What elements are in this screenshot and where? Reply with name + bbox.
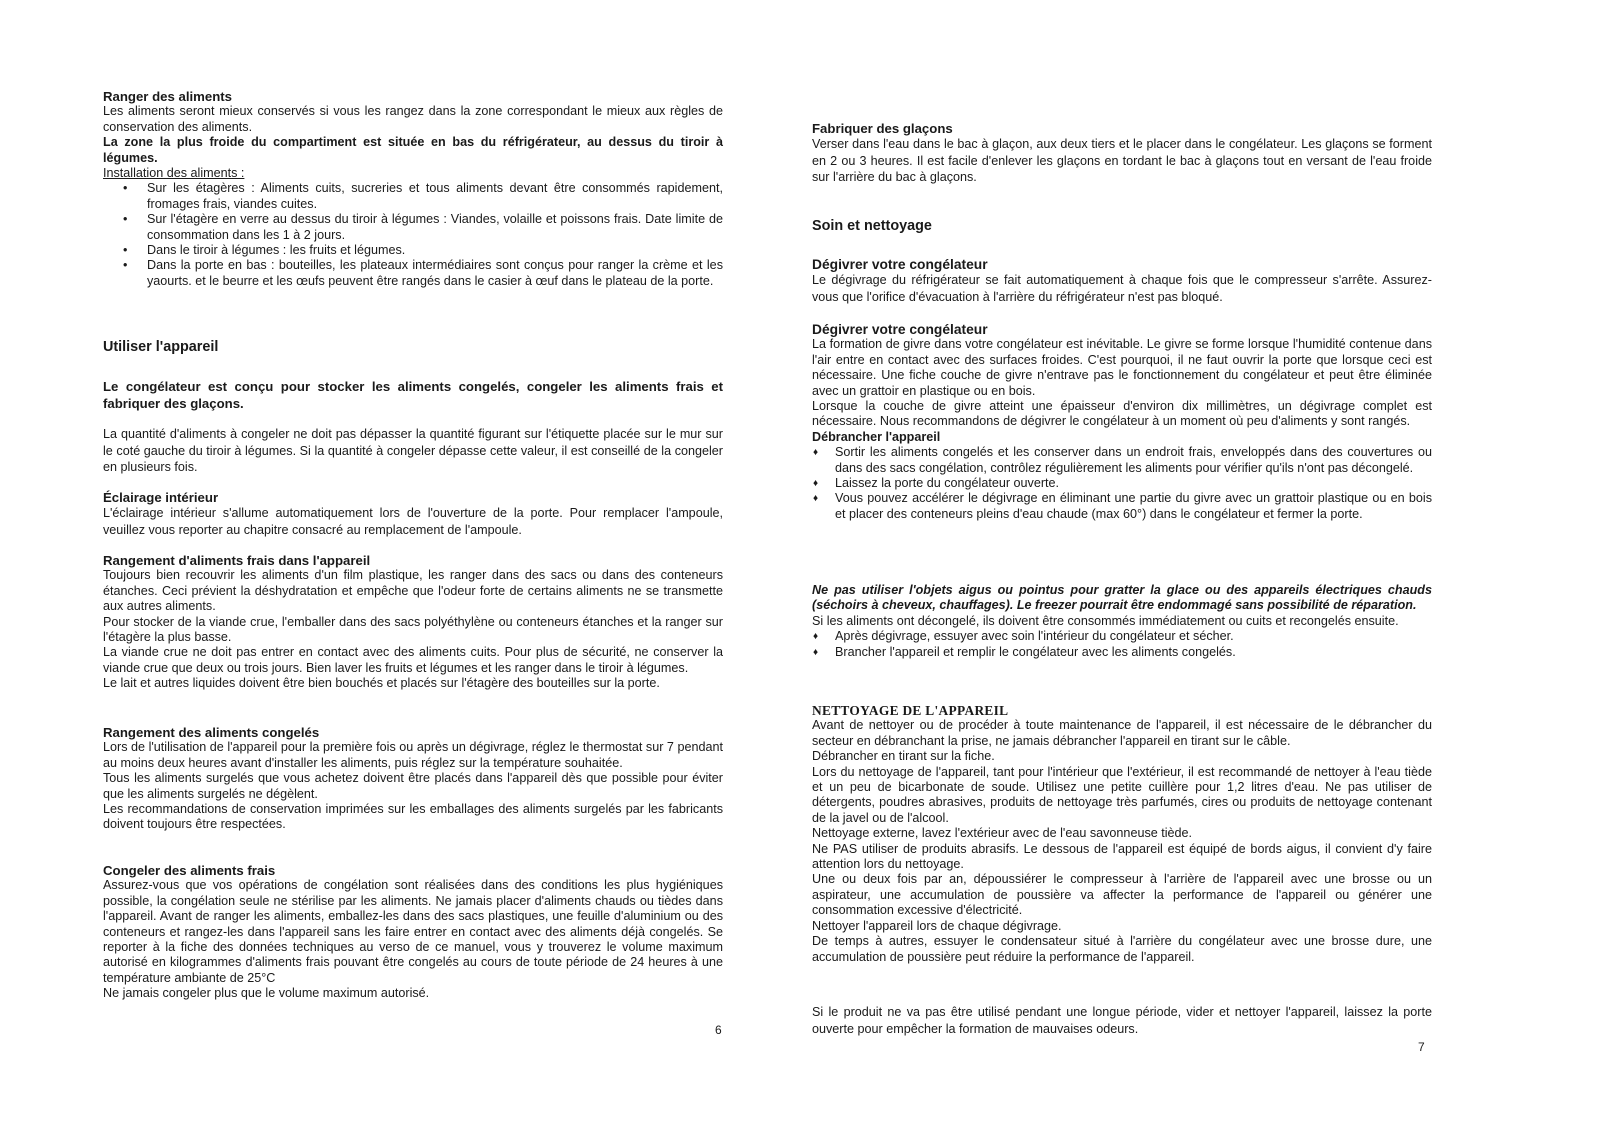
list-item: • Dans la porte en bas : bouteilles, les plateaux intermédiaires sont conçus pour ranger la crème et les yaourts. et le beurre et les œufs peuvent être rangés dans le casier à œuf dans le plateau de la porte.: [103, 258, 723, 289]
paragraph: De temps à autres, essuyer le condensateur situé à l'arrière du congélateur avec une brosse dure, une accumulation de poussière peut réduire la performance de l'appareil.: [812, 934, 1432, 964]
section-congeles: [103, 725, 723, 833]
section-degivrer-1: [812, 257, 1432, 305]
paragraph: L'éclairage intérieur s'allume automatiquement lors de l'ouverture de la porte. Pour remplacer l'ampoule, veuillez vous reporter au chapitre consacré au remplacement de l'ampoule.: [103, 506, 723, 537]
section-title: Rangement d'aliments frais dans l'appareil: [103, 553, 371, 568]
section-eclairage: [103, 490, 723, 538]
section-ranger: [103, 89, 723, 289]
list-item: ♦ Après dégivrage, essuyer avec soin l'intérieur du congélateur et sécher.: [812, 629, 1432, 644]
list-item: • Sur l'étagère en verre au dessus du tiroir à légumes : Viandes, volaille et poissons frais. Date limite de consommation dans les 1 à 2 jours.: [103, 212, 723, 243]
paragraph: Ne jamais congeler plus que le volume maximum autorisé.: [103, 986, 430, 1001]
section-title: NETTOYAGE DE L'APPAREIL: [812, 703, 1009, 718]
section-title: Dégivrer votre congélateur: [812, 257, 988, 272]
paragraph: Pour stocker de la viande crue, l'emballer dans des sacs polyéthylène ou conteneurs étanches et la ranger sur l'étagère la plus basse.: [103, 614, 723, 645]
paragraph: Une ou deux fois par an, dépoussiérer le compresseur à l'arrière de l'appareil avec une brosse ou un aspirateur, une accumulation de poussière va affecter la performance de l'appareil ou générer une consommation excessive d'électricité.: [812, 872, 1432, 918]
warning-text: Ne pas utiliser l'objets aigus ou pointus pour gratter la glace ou des appareils électriques chauds (séchoirs à cheveux, chauffages). Le freezer pourrait être endommagé sans possibilité de réparation.: [812, 583, 1432, 613]
section-degivrer-2: [812, 322, 1432, 522]
paragraph: La formation de givre dans votre congélateur est inévitable. Le givre se forme lorsque l'humidité contenue dans l'air entre en contact avec des surfaces froides. C'est pourquoi, il ne faut ouvrir la porte que lorsque ceci est nécessaire. Une fiche couche de givre n'entrave pas le fonctionnement du congélateur et peut être éliminée avec un grattoir en plastique ou en bois.: [812, 337, 1432, 398]
paragraph-bold: La zone la plus froide du compartiment est située en bas du réfrigérateur, au dessus du tiroir à légumes.: [103, 135, 723, 165]
paragraph: Les recommandations de conservation imprimées sur les emballages des aliments surgelés par les fabricants doivent toujours être respectées.: [103, 802, 723, 832]
section-title: Ranger des aliments: [103, 89, 232, 104]
paragraph: Lorsque la couche de givre atteint une épaisseur d'environ dix millimètres, un dégivrage complet est nécessaire. Nous recommandons de dégivrer le congélateur à un moment où peu d'aliments y sont rangés.: [812, 399, 1432, 429]
diamond-list: [812, 445, 1432, 522]
section-utiliser: [103, 340, 723, 355]
paragraph: Avant de nettoyer ou de procéder à toute maintenance de l'appareil, il est nécessaire de le débrancher du secteur en débranchant la prise, ne jamais débrancher l'appareil en tirant sur le câble.: [812, 718, 1432, 748]
section-title: Congeler des aliments frais: [103, 863, 276, 878]
paragraph: Verser dans l'eau dans le bac à glaçon, aux deux tiers et le placer dans le congélateur. Les glaçons se forment en 2 ou 3 heures. Il est facile d'enlever les glaçons en tordant le bac à glaçons tout en versant de l'eau froide sur l'arrière du bac à glaçons.: [812, 137, 1432, 185]
section-title: Dégivrer votre congélateur: [812, 322, 988, 337]
section-title: Soin et nettoyage: [812, 218, 932, 234]
paragraph: La viande crue ne doit pas entrer en contact avec des aliments cuits. Pour plus de sécurité, ne conserver la viande crue que deux ou trois jours. Bien laver les fruits et légumes et les ranger dans le tiroir à légumes.: [103, 645, 723, 675]
paragraph: Débrancher en tirant sur la fiche.: [812, 749, 995, 764]
paragraph: Le dégivrage du réfrigérateur se fait automatiquement à chaque fois que le compresseur s'arrête. Assurez-vous que l'orifice d'évacuation à l'arrière du réfrigérateur n'est pas bloqué.: [812, 273, 1432, 304]
list-item: ♦ Laissez la porte du congélateur ouverte.: [812, 476, 1432, 491]
install-label: Installation des aliments :: [103, 166, 245, 181]
paragraph: Lors de l'utilisation de l'appareil pour la première fois ou après un dégivrage, réglez le thermostat sur 7 pendant au moins deux heures avant d'installer les aliments, puis réglez sur la température souhaitée.: [103, 740, 723, 770]
section-congeler: [103, 863, 723, 1002]
page-number: 6: [715, 1023, 722, 1037]
paragraph: Ne PAS utiliser de produits abrasifs. Le dessous de l'appareil est équipé de bords aigus, il convient d'y faire attention lors du nettoyage.: [812, 841, 1432, 872]
diamond-list: [812, 629, 1432, 660]
paragraph: Toujours bien recouvrir les aliments d'un film plastique, les ranger dans des sacs ou dans des conteneurs étanches. Ceci prévient la déshydratation et empêche que l'odeur forte de certains aliments ne se transmette aux autres aliments.: [103, 568, 723, 614]
paragraph: Les aliments seront mieux conservés si vous les rangez dans la zone correspondant le mieux aux règles de conservation des aliments.: [103, 104, 723, 134]
section-utiliser-body: [103, 378, 723, 412]
section-title: Éclairage intérieur: [103, 490, 219, 505]
section-utiliser-text: [103, 426, 723, 476]
list-item: ♦ Sortir les aliments congelés et les conserver dans un endroit frais, enveloppés dans des couvertures ou dans des sacs congélation, contrôlez régulièrement les aliments pour vérifier qu'ils n'ont pas décongelé.: [812, 445, 1432, 476]
list-item: ♦ Vous pouvez accélérer le dégivrage en éliminant une partie du givre avec un grattoir plastique ou en bois et placer des conteneurs pleins d'eau chaude (max 60°) dans le congélateur et fermer la porte.: [812, 491, 1432, 522]
paragraph: Tous les aliments surgelés que vous achetez doivent être placés dans l'appareil dès que possible pour éviter que les aliments surgelés ne dégèlent.: [103, 771, 723, 801]
section-nettoyage: [812, 703, 1432, 965]
section-glacons: [812, 121, 1432, 186]
section-last: [812, 1004, 1432, 1037]
section-title: Fabriquer des glaçons: [812, 121, 953, 136]
paragraph-bold: Le congélateur est conçu pour stocker les aliments congelés, congeler les aliments frais et fabriquer des glaçons.: [103, 379, 723, 411]
paragraph: Si le produit ne va pas être utilisé pendant une longue période, vider et nettoyer l'appareil, laissez la porte ouverte pour empêcher la formation de mauvaises odeurs.: [812, 1005, 1432, 1036]
paragraph: Si les aliments ont décongelé, ils doivent être consommés immédiatement ou cuits et recongelés ensuite.: [812, 613, 1399, 628]
section-title: Rangement des aliments congelés: [103, 725, 320, 740]
section-warning: [812, 583, 1432, 660]
list-item: • Sur les étagères : Aliments cuits, sucreries et tous aliments devant être consommés rapidement, fromages frais, viandes cuites.: [103, 181, 723, 212]
paragraph: Assurez-vous que vos opérations de congélation sont réalisées dans des conditions les plus hygiéniques possible, la congélation seule ne stérilise par les aliments. Ne jamais placer d'aliments chauds ou tièdes dans l'appareil. Avant de ranger les aliments, emballez-les dans des sacs plastiques, une feuille d'aluminium ou des conteneurs et rangez-les dans l'appareil sans les faire entrer en contact avec des aliments déjà congelés. Se reporter à la fiche des données techniques au verso de ce manuel, vous y trouverez le volume maximum autorisé en kilogrammes d'aliments frais pouvant être congelés au cours de toute période de 24 heures à une température ambiante de 25°C: [103, 878, 723, 985]
paragraph: La quantité d'aliments à congeler ne doit pas dépasser la quantité figurant sur l'étiquette placée sur le mur sur le coté gauche du tiroir à légumes. Si la quantité à congeler dépasse cette valeur, il est conseillé de la congeler en plusieurs fois.: [103, 427, 723, 474]
section-title: Utiliser l'appareil: [103, 339, 219, 355]
bullet-list: [103, 181, 723, 289]
paragraph: Nettoyer l'appareil lors de chaque dégivrage.: [812, 918, 1062, 933]
page-number: 7: [1418, 1040, 1425, 1054]
paragraph: Lors du nettoyage de l'appareil, tant pour l'intérieur que l'extérieur, il est recommandé de nettoyer à l'eau tiède et un peu de bicarbonate de soude. Utilisez une petite cuillère pour 1,2 litres d'eau. Ne pas utiliser de détergents, poudres abrasives, produits de nettoyage très parfumés, cires ou produits de nettoyage contenant de la javel ou de l'alcool.: [812, 764, 1432, 825]
section-frais: [103, 553, 723, 692]
paragraph: Le lait et autres liquides doivent être bien bouchés et placés sur l'étagère des bouteilles sur la porte.: [103, 676, 660, 691]
list-item: • Dans le tiroir à légumes : les fruits et légumes.: [103, 243, 723, 258]
subsection-title: Débrancher l'appareil: [812, 429, 941, 444]
list-item: ♦ Brancher l'appareil et remplir le congélateur avec les aliments congelés.: [812, 645, 1432, 660]
section-soin: [812, 219, 1432, 234]
paragraph: Nettoyage externe, lavez l'extérieur avec de l'eau savonneuse tiède.: [812, 826, 1193, 841]
